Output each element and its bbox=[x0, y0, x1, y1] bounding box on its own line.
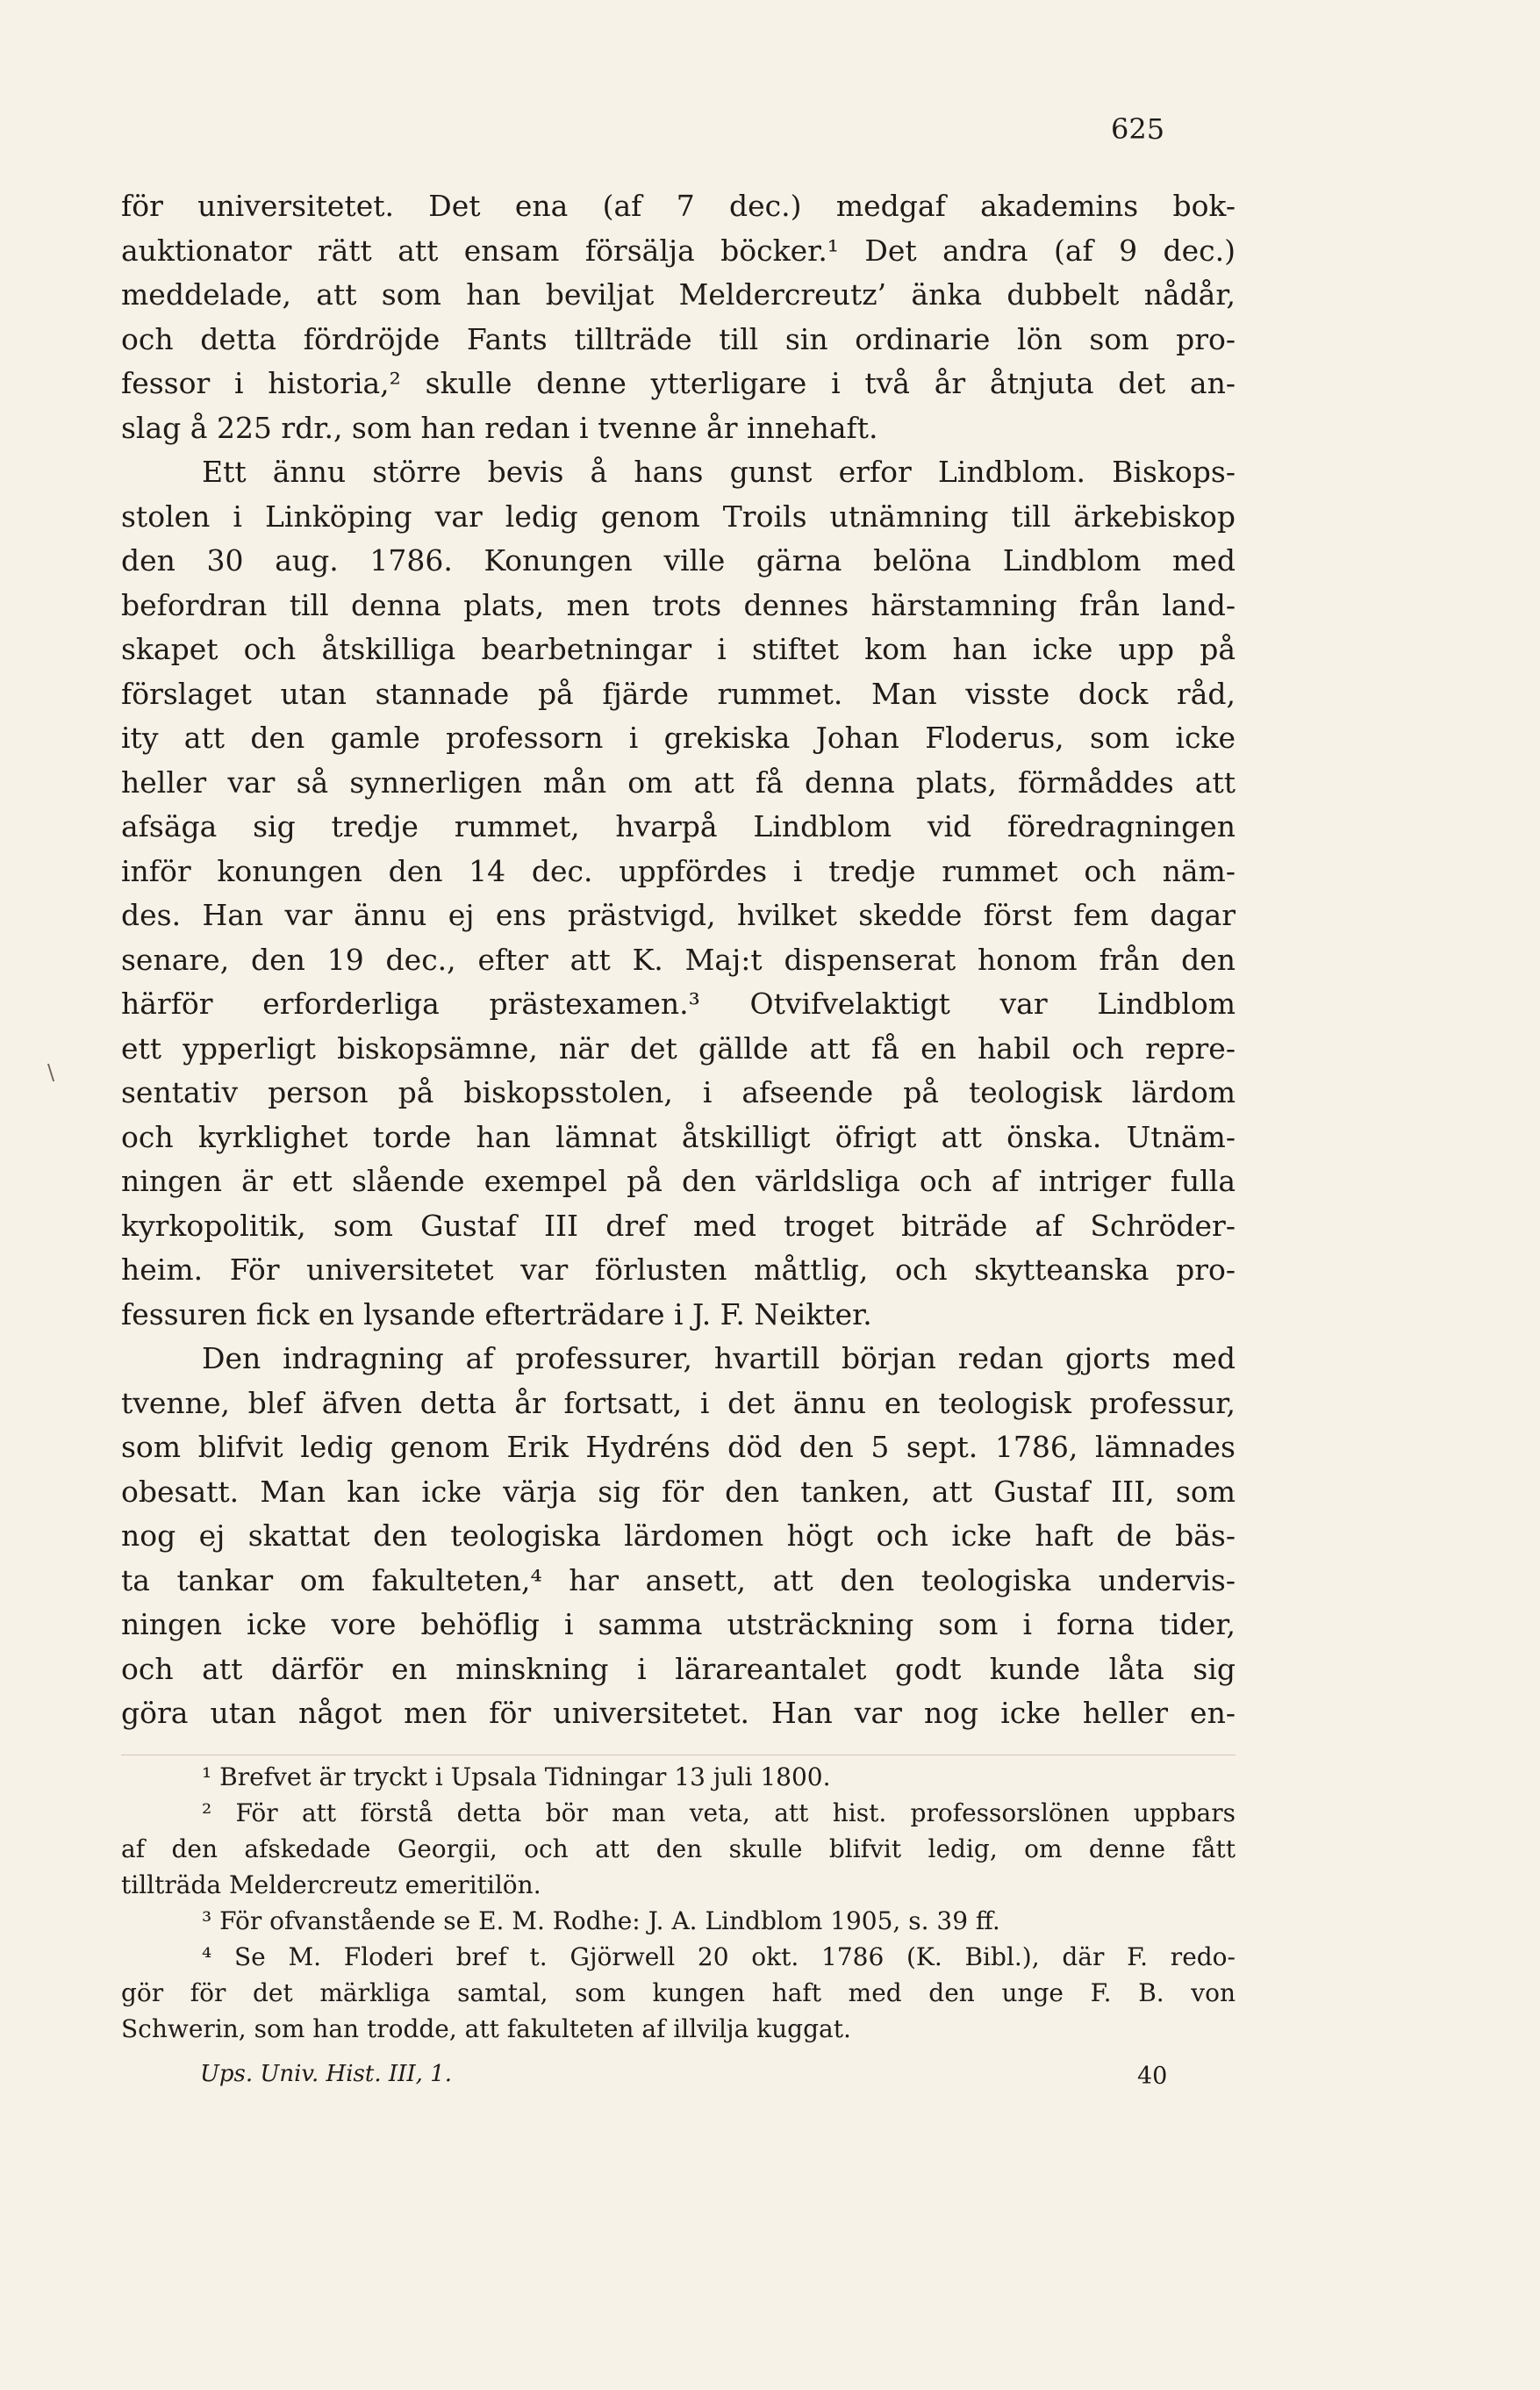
tick-mark: \ bbox=[47, 1060, 55, 1085]
footnote-line: tillträda Meldercreutz emeritilön. bbox=[121, 1870, 541, 1899]
body-line: och detta fördröjde Fants tillträde till sin ordinarie lön som pro- bbox=[121, 321, 1236, 356]
body-line: kyrkopolitik, som Gustaf III dref med troget biträde af Schröder- bbox=[121, 1208, 1236, 1243]
body-line: och kyrklighet torde han lämnat åtskilligt öfrigt att önska. Utnäm- bbox=[121, 1119, 1236, 1154]
body-line: tvenne, blef äfven detta år fortsatt, i det ännu en teologisk professur, bbox=[121, 1385, 1236, 1420]
body-line: nog ej skattat den teologiska lärdomen högt och icke haft de bäs- bbox=[121, 1518, 1236, 1553]
body-line: den 30 aug. 1786. Konungen ville gärna belöna Lindblom med bbox=[121, 543, 1236, 578]
footnote-line: ³ För ofvanstående se E. M. Rodhe: J. A. Lindblom 1905, s. 39 ff. bbox=[202, 1906, 1000, 1935]
body-line: Den indragning af professurer, hvartill början redan gjorts med bbox=[202, 1341, 1236, 1375]
body-line: fessor i historia,² skulle denne ytterligare i två år åtnjuta det an- bbox=[121, 366, 1236, 400]
footnote-line: Schwerin, som han trodde, att fakulteten af illvilja kuggat. bbox=[121, 2014, 851, 2043]
footer-signature: Ups. Univ. Hist. III, 1. bbox=[200, 2061, 452, 2087]
body-line: och att därför en minskning i lärareantalet godt kunde låta sig bbox=[121, 1651, 1236, 1686]
body-line: meddelade, att som han beviljat Meldercreutz’ änka dubbelt nådår, bbox=[121, 277, 1236, 312]
body-line: inför konungen den 14 dec. uppfördes i tredje rummet och näm- bbox=[121, 853, 1236, 888]
body-line: ningen icke vore behöflig i samma utsträckning som i forna tider, bbox=[121, 1607, 1236, 1641]
footer-sheet-number: 40 bbox=[1137, 2063, 1168, 2090]
body-line: som blifvit ledig genom Erik Hydréns död den 5 sept. 1786, lämnades bbox=[121, 1430, 1236, 1464]
body-line: Ett ännu större bevis å hans gunst erfor Lindblom. Biskops- bbox=[202, 455, 1236, 489]
body-line: afsäga sig tredje rummet, hvarpå Lindblom vid föredragningen bbox=[121, 809, 1236, 843]
body-line: ett ypperligt biskopsämne, när det gällde att få en habil och repre- bbox=[121, 1030, 1236, 1066]
body-line: heller var så synnerligen mån om att få denna plats, förmåddes att bbox=[121, 764, 1236, 800]
body-line: förslaget utan stannade på fjärde rummet. Man visste dock råd, bbox=[121, 676, 1236, 711]
body-line: befordran till denna plats, men trots dennes härstamning från land- bbox=[121, 587, 1236, 622]
body-line: ta tankar om fakulteten,⁴ har ansett, att den teologiska undervis- bbox=[121, 1562, 1236, 1597]
footnote-line: ² För att förstå detta bör man veta, att hist. professorslönen uppbars bbox=[202, 1798, 1236, 1827]
body-line: göra utan något men för universitetet. Han var nog icke heller en- bbox=[121, 1696, 1236, 1730]
footnote-line: gör för det märkliga samtal, som kungen haft med den unge F. B. von bbox=[121, 1978, 1236, 2007]
body-line: härför erforderliga prästexamen.³ Otvifvelaktigt var Lindblom bbox=[121, 987, 1236, 1021]
body-line: slag å 225 rdr., som han redan i tvenne år innehaft. bbox=[121, 410, 878, 445]
body-line: fessuren fick en lysande efterträdare i J. F. Neikter. bbox=[121, 1296, 872, 1331]
footnote-line: ¹ Brefvet är tryckt i Upsala Tidningar 13 juli 1800. bbox=[202, 1762, 831, 1791]
body-line: sentativ person på biskopsstolen, i afseende på teologisk lärdom bbox=[121, 1075, 1236, 1109]
body-text bbox=[121, 184, 1236, 1736]
body-line: skapet och åtskilliga bearbetningar i stiftet kom han icke upp på bbox=[121, 632, 1236, 666]
body-line: senare, den 19 dec., efter att K. Maj:t dispenserat honom från den bbox=[121, 942, 1236, 977]
body-line: auktionator rätt att ensam försälja böcker.¹ Det andra (af 9 dec.) bbox=[121, 233, 1236, 268]
body-line: des. Han var ännu ej ens prästvigd, hvilket skedde först fem dagar bbox=[121, 898, 1236, 932]
body-line: ningen är ett slående exempel på den världsliga och af intriger fulla bbox=[121, 1164, 1236, 1198]
page-number: 625 bbox=[1111, 112, 1165, 146]
footnote-line: ⁴ Se M. Floderi bref t. Gjörwell 20 okt. 1786 (K. Bibl.), där F. redo- bbox=[202, 1942, 1236, 1971]
body-line: för universitetet. Det ena (af 7 dec.) medgaf akademins bok- bbox=[121, 189, 1236, 223]
body-line: obesatt. Man kan icke värja sig för den tanken, att Gustaf III, som bbox=[121, 1474, 1236, 1509]
body-line: heim. För universitetet var förlusten måttlig, och skytteanska pro- bbox=[121, 1252, 1236, 1287]
footnote-line: af den afskedade Georgii, och att den skulle blifvit ledig, om denne fått bbox=[121, 1834, 1236, 1863]
body-line: stolen i Linköping var ledig genom Troils utnämning till ärkebiskop bbox=[121, 499, 1236, 534]
body-line: ity att den gamle professorn i grekiska Johan Floderus, som icke bbox=[121, 721, 1236, 755]
footnotes bbox=[121, 1759, 1236, 2047]
